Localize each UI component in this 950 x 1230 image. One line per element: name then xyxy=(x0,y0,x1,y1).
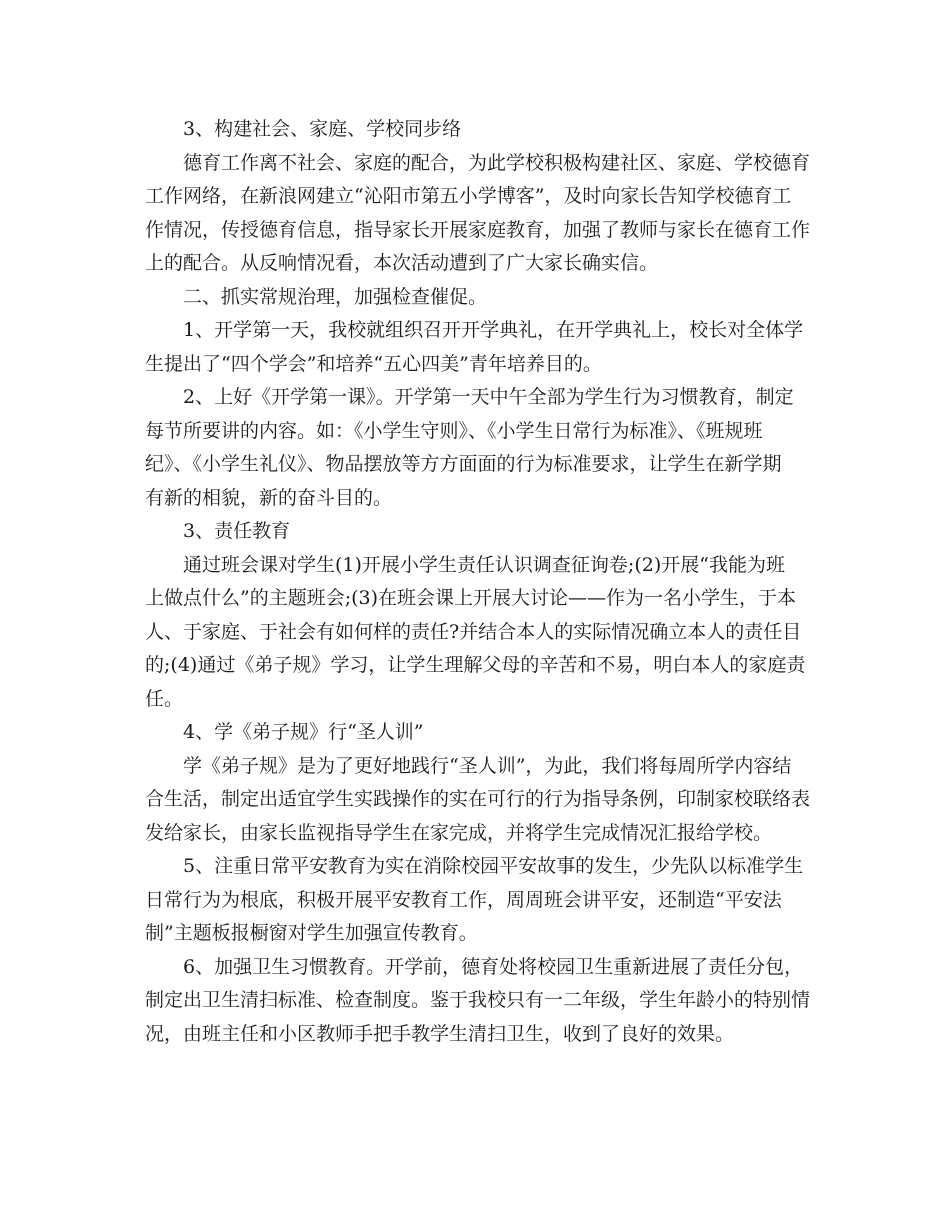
text-line: 2、上好《开学第一课》。开学第一天中午全部为学生行为习惯教育，制定 xyxy=(183,386,794,408)
text-line: 况，由班主任和小区教师手把手教学生清扫卫生，收到了良好的效果。 xyxy=(145,1022,735,1045)
body-paragraph xyxy=(145,147,811,281)
text-line: 每节所要讲的内容。如：《小学生守则》、《小学生日常行为标准》、《班规班 xyxy=(145,419,763,442)
text-line: 人、于家庭、于社会有如何样的责任?并结合本人的实际情况确立本人的责任目 xyxy=(145,620,802,643)
section-heading xyxy=(145,281,805,315)
body-paragraph xyxy=(145,951,811,1052)
text-line: 生提出了“四个学会”和培养“五心四美”青年培养目的。 xyxy=(145,352,602,375)
text-line: 3、责任教育 xyxy=(183,520,291,542)
section-heading xyxy=(145,716,805,750)
section-heading xyxy=(145,515,805,549)
text-line: 合生活，制定出适宜学生实践操作的实在可行的行为指导条例，印制家校联络表 xyxy=(145,788,811,810)
text-line: 工作网络，在新浪网建立“沁阳市第五小学博客”，及时向家长告知学校德育工 xyxy=(145,185,792,207)
text-line: 4、学《弟子规》行“圣人训” xyxy=(183,721,424,743)
text-line: 纪》、《小学生礼仪》、物品摆放等方方面面的行为标准要求，让学生在新学期 xyxy=(145,453,782,475)
text-line: 的;(4)通过《弟子规》学习，让学生理解父母的辛苦和不易，明白本人的家庭责 xyxy=(145,654,806,676)
text-line: 作情况，传授德育信息，指导家长开展家庭教育，加强了教师与家长在德育工作 xyxy=(145,218,811,241)
text-line: 制定出卫生清扫标准、检查制度。鉴于我校只有一二年级，学生年龄小的特别情 xyxy=(145,989,811,1011)
text-line: 通过班会课对学生(1)开展小学生责任认识调查征询卷;(2)开展“我能为班 xyxy=(183,553,785,576)
body-paragraph xyxy=(145,850,805,951)
text-line: 任。 xyxy=(145,687,184,710)
body-paragraph xyxy=(145,549,805,717)
text-line: 有新的相貌，新的奋斗目的。 xyxy=(145,486,393,509)
section-heading xyxy=(145,113,805,147)
text-line: 日常行为为根底，积极开展平安教育工作，周周班会讲平安，还制造“平安法 xyxy=(145,888,782,911)
body-paragraph xyxy=(145,750,811,851)
text-line: 发给家长，由家长监视指导学生在家完成，并将学生完成情况汇报给学校。 xyxy=(145,821,773,844)
text-line: 6、加强卫生习惯教育。开学前，德育处将校园卫生重新进展了责任分包， xyxy=(183,955,804,978)
text-line: 学《弟子规》是为了更好地践行“圣人训”，为此，我们将每周所学内容结 xyxy=(183,754,792,777)
text-line: 3、构建社会、家庭、学校同步络 xyxy=(183,118,462,140)
text-line: 制”主题板报橱窗对学生加强宣传教育。 xyxy=(145,922,478,944)
text-line: 二、抓实常规治理，加强检查催促。 xyxy=(183,285,488,308)
body-paragraph xyxy=(145,314,805,381)
text-line: 5、注重日常平安教育为实在消除校园平安故事的发生，少先队以标准学生 xyxy=(183,855,804,877)
text-line: 1、开学第一天，我校就组织召开开学典礼，在开学典礼上，校长对全体学 xyxy=(183,319,804,341)
text-line: 德育工作离不社会、家庭的配合，为此学校积极构建社区、家庭、学校德育 xyxy=(183,151,811,174)
body-paragraph xyxy=(145,381,805,515)
text-line: 上的配合。从反响情况看，本次活动遭到了广大家长确实信。 xyxy=(145,252,659,274)
text-line: 上做点什么”的主题班会;(3)在班会课上开展大讨论——作为一名小学生，于本 xyxy=(145,587,797,609)
